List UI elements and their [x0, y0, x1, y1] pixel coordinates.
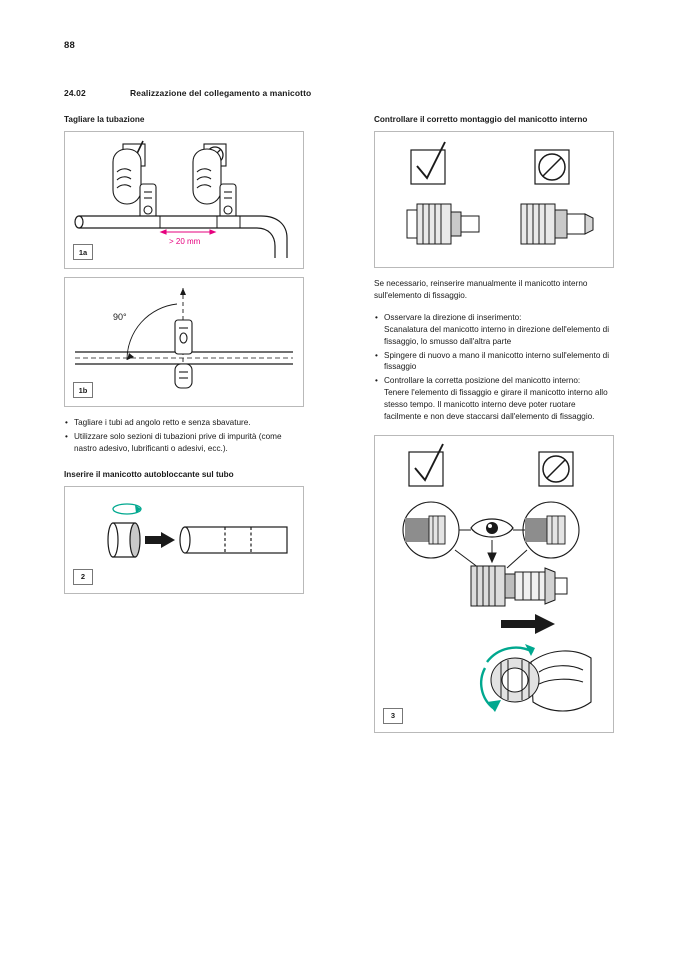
figure-1a-illustration	[65, 132, 303, 268]
hand-rotating	[531, 651, 591, 711]
sleeve-correct	[407, 204, 479, 244]
inner-sleeve	[491, 658, 539, 702]
right-heading-1: Controllare il corretto montaggio del manicotto interno	[374, 115, 588, 124]
pipe-cutter-2	[220, 184, 236, 220]
check-icon	[411, 142, 445, 184]
list-item: • Utilizzare solo sezioni di tubazioni prive di impurità (come nastro adesivo, lubrificanti o adesivi, ecc.).	[64, 431, 304, 455]
figure-3-label: 3	[383, 708, 403, 724]
eye-icon	[471, 519, 513, 537]
list-item-text: Spingere di nuovo a mano il manicotto interno sull'elemento di fissaggio	[384, 350, 610, 372]
fitting-assembly	[471, 566, 567, 606]
dimension-label: > 20 mm	[169, 237, 201, 247]
figure-2-illustration	[65, 487, 303, 593]
insert-arrow-icon	[145, 532, 175, 548]
right-column	[374, 114, 614, 733]
check-icon	[409, 444, 443, 486]
figure-3-illustration	[375, 436, 613, 732]
figure-2	[64, 486, 304, 594]
detail-circle-right	[523, 502, 579, 558]
page-number: 88	[64, 40, 75, 51]
section-title: Realizzazione del collegamento a manicotto	[130, 88, 312, 98]
list-item	[374, 375, 614, 423]
list-item-sub: Tenere l'elemento di fissaggio e girare il manicotto interno allo stesso tempo. Il manicotto interno deve poter ruotare facilmente e non deve staccarsi dall'elemento di fissaggio.	[384, 388, 608, 421]
angle-label: 90°	[113, 312, 127, 323]
section-heading	[64, 88, 311, 98]
detail-circle-left	[403, 502, 459, 558]
figure-check-assembly	[374, 131, 614, 268]
figure-1a	[64, 131, 304, 269]
figure-1a-label: 1a	[73, 244, 93, 260]
hand-left	[113, 149, 141, 204]
figure-1b-label: 1b	[73, 382, 93, 398]
list-item	[374, 350, 614, 374]
list-item-text: Controllare la corretta posizione del manicotto interno:	[384, 376, 581, 386]
list-item	[374, 312, 614, 348]
section-number: 24.02	[64, 88, 86, 98]
prohibition-icon	[539, 452, 573, 486]
insert-arrow-icon	[501, 614, 555, 634]
figure-3	[374, 435, 614, 733]
figure-1b	[64, 277, 304, 407]
sleeve-incorrect	[521, 204, 593, 244]
hand-right	[193, 149, 221, 204]
figure-1b-illustration	[65, 278, 303, 406]
figure-2-label: 2	[73, 569, 93, 585]
left-column	[64, 114, 304, 594]
list-item-sub: Scanalatura del manicotto interno in direzione dell'elemento di fissaggio, lo smusso dall'altra parte	[384, 324, 610, 346]
figure-check-assembly-illustration	[375, 132, 613, 267]
right-bullet-list	[374, 312, 614, 423]
left-bullet-list	[64, 417, 304, 455]
list-item: • Tagliare i tubi ad angolo retto e senza sbavature.	[64, 417, 304, 429]
pipe-cutter	[175, 320, 192, 388]
left-heading-1: Tagliare la tubazione	[64, 115, 145, 124]
list-item-text: Osservare la direzione di inserimento:	[384, 312, 522, 322]
left-heading-2: Inserire il manicotto autobloccante sul tubo	[64, 469, 234, 479]
sleeve	[108, 523, 140, 557]
pipe	[180, 527, 287, 553]
pipe-cutter-1	[140, 184, 156, 220]
rotation-arrow-icon	[113, 504, 141, 514]
prohibition-icon	[535, 150, 569, 184]
right-paragraph: Se necessario, reinserire manualmente il manicotto interno sull'elemento di fissaggio.	[374, 279, 588, 300]
